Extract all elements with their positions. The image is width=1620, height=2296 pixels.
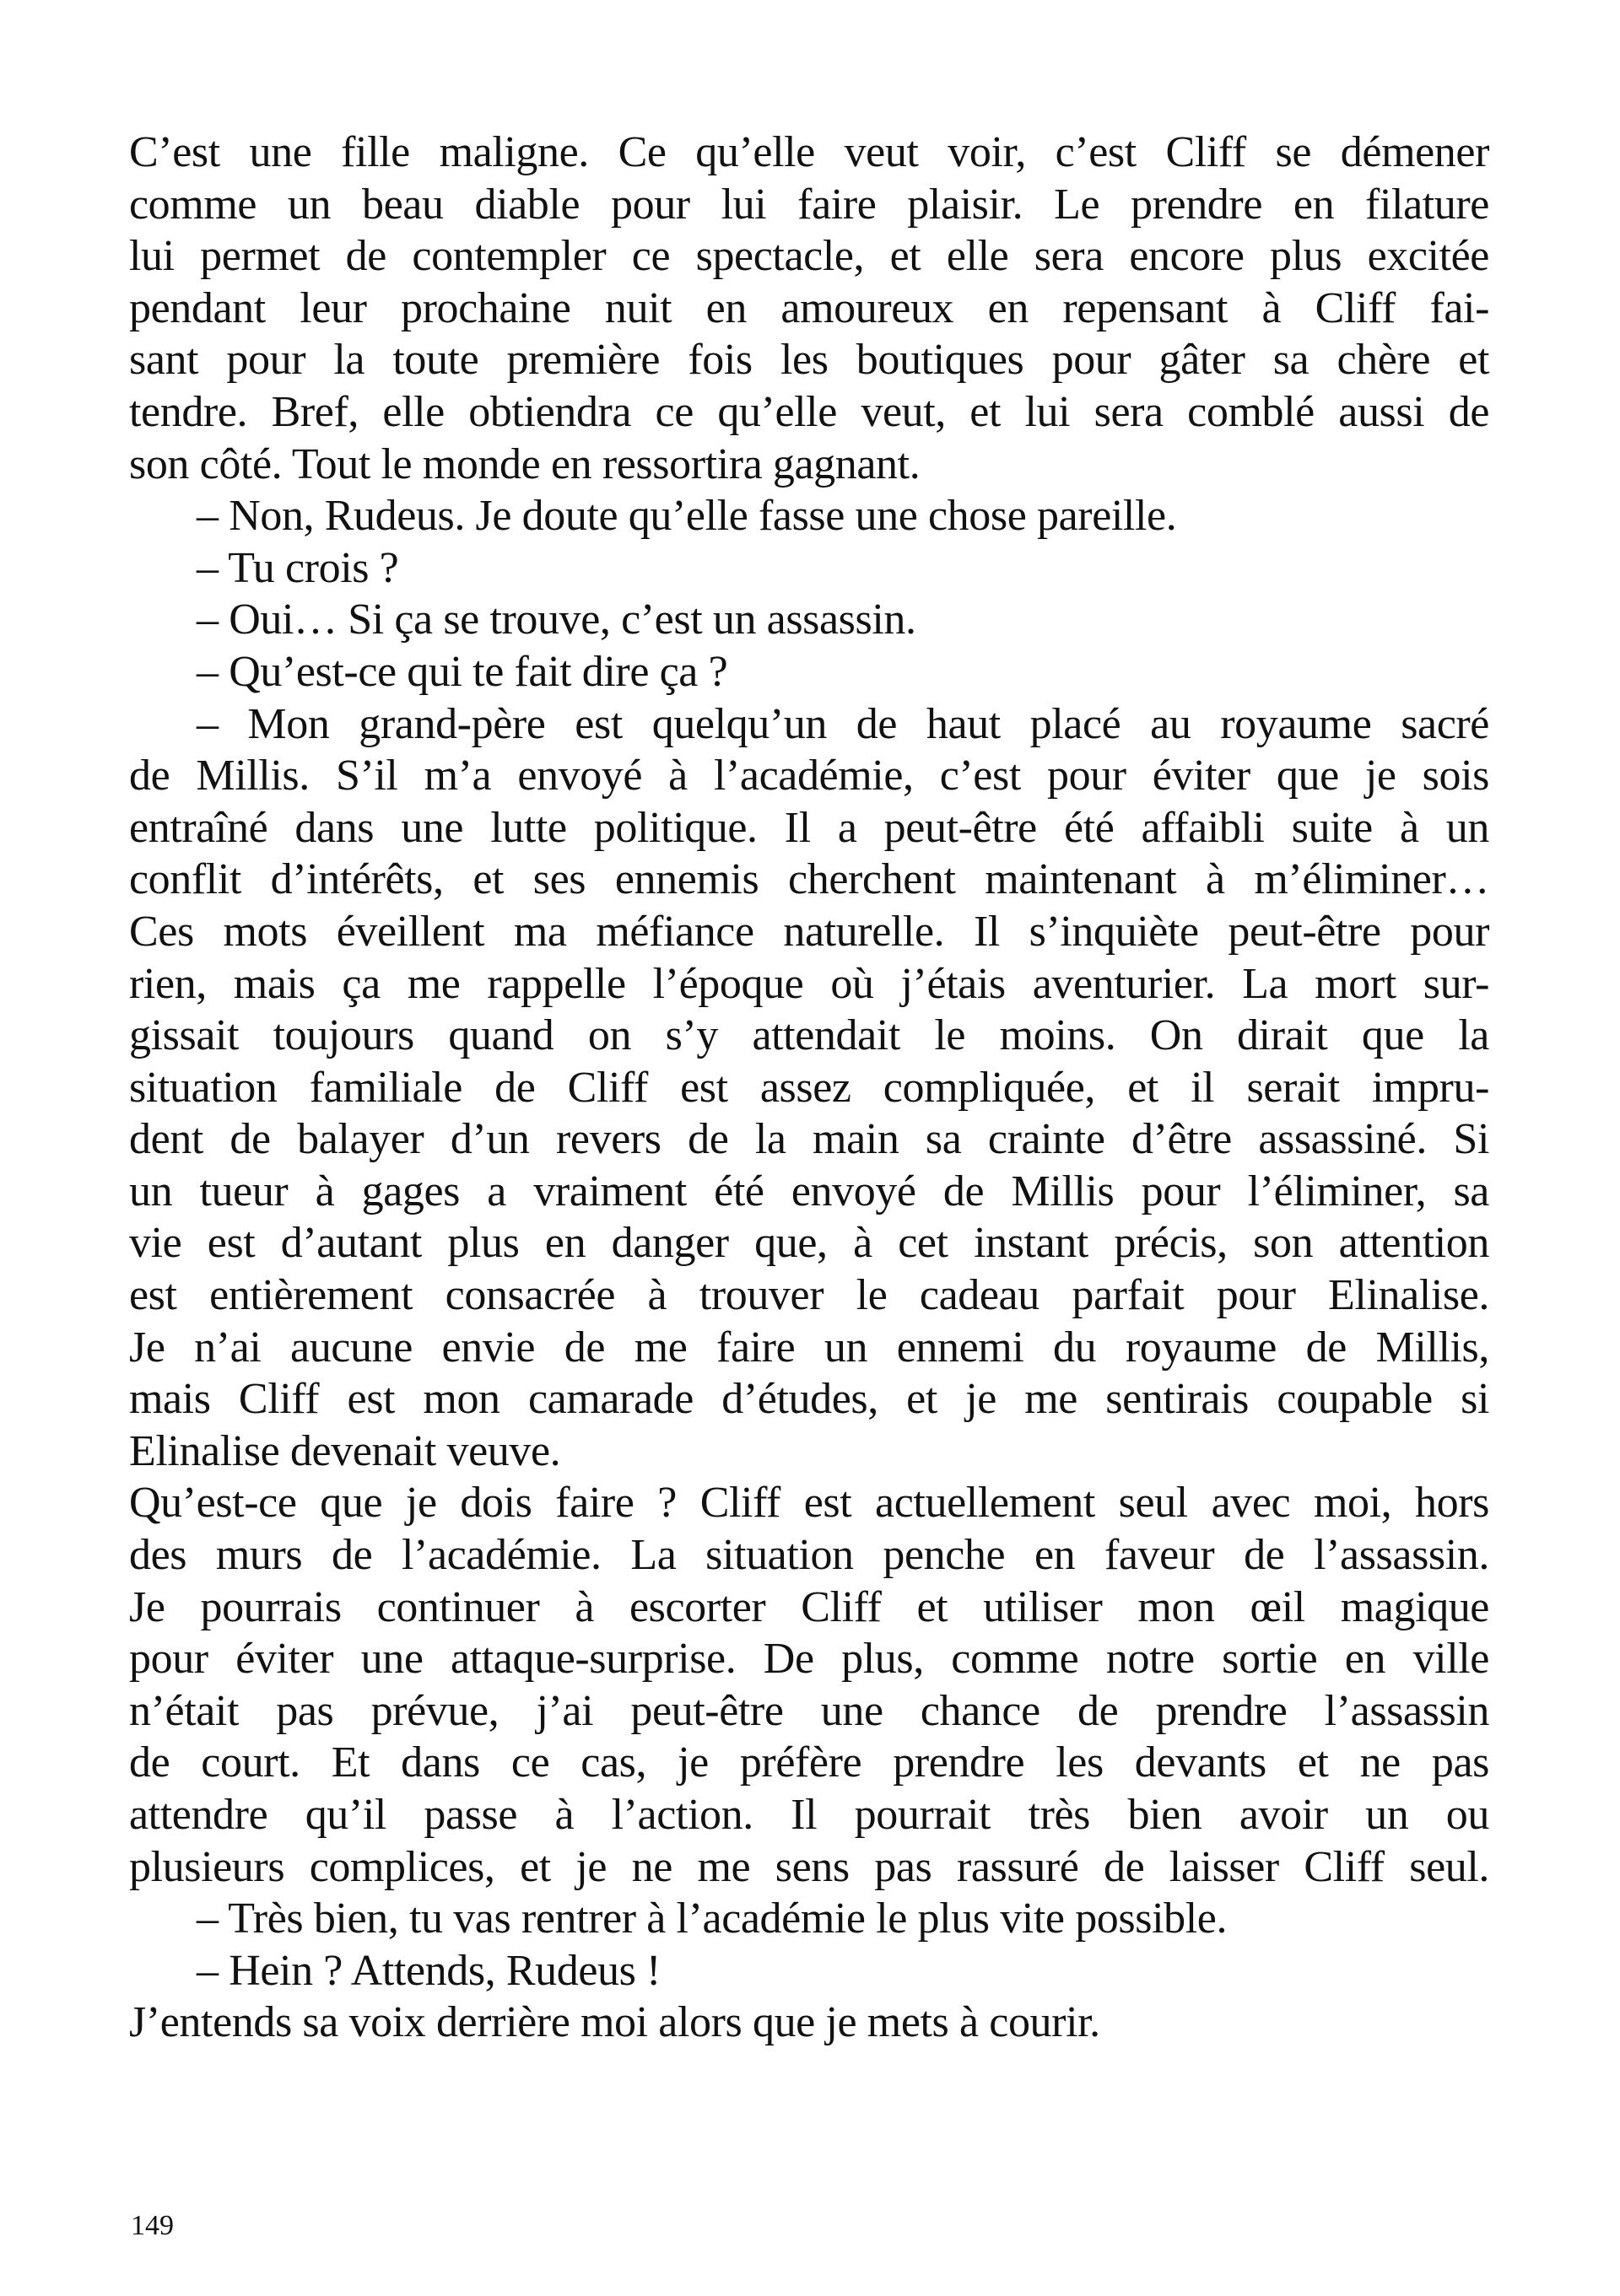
text-line: Elinalise devenait veuve. bbox=[129, 1426, 561, 1475]
text-line: de court. Et dans ce cas, je préfère prendre les devants et ne pas bbox=[129, 1738, 1489, 1787]
dialogue-line: – Qu’est-ce qui te fait dire ça ? bbox=[197, 647, 728, 696]
text-line: J’entends sa voix derrière moi alors que je mets à courir. bbox=[129, 1998, 1100, 2047]
text-line: n’était pas prévue, j’ai peut-être une chance de prendre l’assassin bbox=[129, 1686, 1489, 1735]
text-line: attendre qu’il passe à l’action. Il pourrait très bien avoir un ou bbox=[129, 1791, 1489, 1839]
text-line: tendre. Bref, elle obtiendra ce qu’elle veut, et lui sera comblé aussi de bbox=[129, 387, 1489, 436]
text-line: lui permet de contempler ce spectacle, et elle sera encore plus excitée bbox=[129, 232, 1489, 281]
text-line: gissait toujours quand on s’y attendait le moins. On dirait que la bbox=[129, 1011, 1489, 1060]
dialogue-line: – Hein ? Attends, Rudeus ! bbox=[197, 1946, 661, 1995]
text-line: dent de balayer d’un revers de la main sa crainte d’être assassiné. Si bbox=[129, 1115, 1489, 1164]
text-line: de Millis. S’il m’a envoyé à l’académie, c’est pour éviter que je sois bbox=[129, 752, 1489, 800]
text-line: est entièrement consacrée à trouver le cadeau parfait pour Elinalise. bbox=[129, 1271, 1489, 1320]
text-line: vie est d’autant plus en danger que, à cet instant précis, son attention bbox=[129, 1219, 1489, 1268]
dialogue-line: – Très bien, tu vas rentrer à l’académie le plus vite possible. bbox=[197, 1894, 1228, 1943]
text-line: des murs de l’académie. La situation penche en faveur de l’assassin. bbox=[129, 1531, 1489, 1580]
text-line: Je pourrais continuer à escorter Cliff et utiliser mon œil magique bbox=[129, 1582, 1489, 1631]
page-body-text bbox=[129, 127, 1489, 2049]
text-line: sant pour la toute première fois les boutiques pour gâter sa chère et bbox=[129, 336, 1489, 385]
text-line: pendant leur prochaine nuit en amoureux en repensant à Cliff fai- bbox=[129, 283, 1489, 332]
dialogue-line: – Tu crois ? bbox=[197, 543, 399, 592]
page-number: 149 bbox=[131, 2210, 174, 2241]
text-line: plusieurs complices, et je ne me sens pas rassuré de laisser Cliff seul. bbox=[129, 1842, 1489, 1891]
text-line: situation familiale de Cliff est assez compliquée, et il serait impru- bbox=[129, 1063, 1489, 1112]
text-line: un tueur à gages a vraiment été envoyé de Millis pour l’éliminer, sa bbox=[129, 1167, 1489, 1215]
text-line: entraîné dans une lutte politique. Il a peut-être été affaibli suite à un bbox=[129, 803, 1489, 852]
text-line: Qu’est-ce que je dois faire ? Cliff est actuellement seul avec moi, hors bbox=[129, 1479, 1489, 1528]
text-line: son côté. Tout le monde en ressortira gagnant. bbox=[129, 439, 921, 488]
text-line: mais Cliff est mon camarade d’études, et je me sentirais coupable si bbox=[129, 1375, 1489, 1424]
dialogue-line: – Mon grand-père est quelqu’un de haut placé au royaume sacré bbox=[197, 699, 1489, 748]
text-line: rien, mais ça me rappelle l’époque où j’étais aventurier. La mort sur- bbox=[129, 959, 1489, 1008]
text-line: Ces mots éveillent ma méfiance naturelle. Il s’inquiète peut-être pour bbox=[129, 907, 1489, 956]
text-line: Je n’ai aucune envie de me faire un ennemi du royaume de Millis, bbox=[129, 1323, 1489, 1372]
dialogue-line: – Non, Rudeus. Je doute qu’elle fasse une chose pareille. bbox=[197, 492, 1177, 541]
text-line: comme un beau diable pour lui faire plaisir. Le prendre en filature bbox=[129, 180, 1489, 229]
text-line: pour éviter une attaque-surprise. De plus, comme notre sortie en ville bbox=[129, 1635, 1489, 1684]
text-line: conflit d’intérêts, et ses ennemis cherchent maintenant à m’éliminer… bbox=[129, 855, 1489, 904]
dialogue-line: – Oui… Si ça se trouve, c’est un assassin. bbox=[197, 596, 916, 644]
text-line: C’est une fille maligne. Ce qu’elle veut voir, c’est Cliff se démener bbox=[129, 128, 1489, 176]
